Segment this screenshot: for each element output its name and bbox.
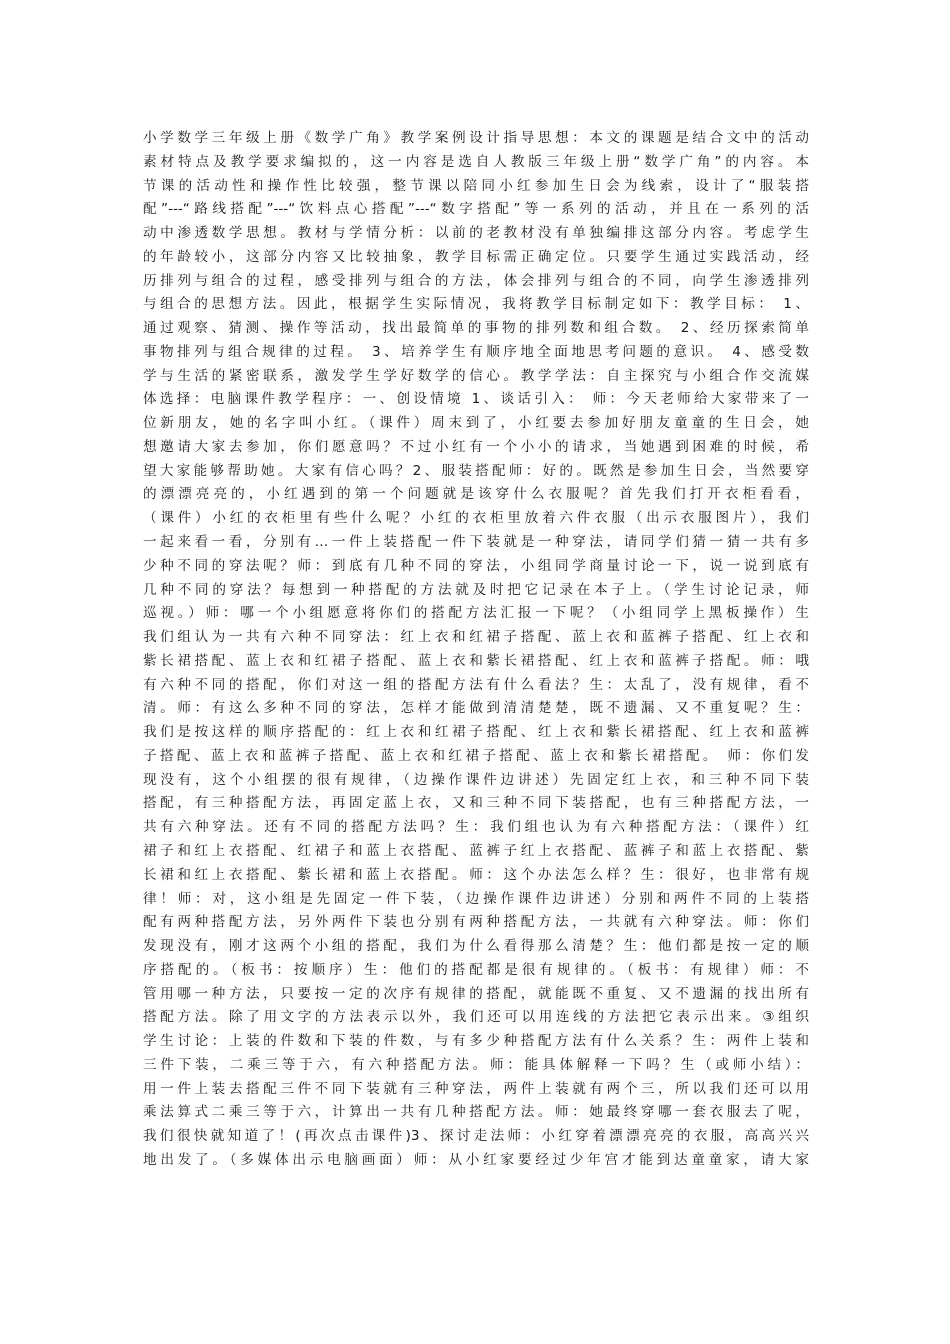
text-line: 配”---“路线搭配”---“饮料点心搭配”---“数字搭配”等一系列的活动，并且在一系列的活 [143,201,809,218]
text-line: 配有两种搭配方法，另外两件下装也分别有两种搭配方法，一共就有六种穿法。师：你们 [143,914,809,931]
text-line: 想邀请大家去参加，你们愿意吗？不过小红有一个小小的请求，当她遇到困难的时候，希 [143,438,809,455]
text-line: 序搭配的。（板书：按顺序）生：他们的搭配都是很有规律的。（板书：有规律）师：不 [143,961,809,978]
text-line: 巡视。）师：哪一个小组愿意将你们的搭配方法汇报一下呢？（小组同学上黑板操作）生 [143,605,809,622]
text-line: 清。师：有这么多种不同的穿法，怎样才能做到清清楚楚，既不遗漏、又不重复呢？生： [143,700,809,717]
text-line: 紫长裙搭配、蓝上衣和红裙子搭配、蓝上衣和紫长裙搭配、红上衣和蓝裤子搭配。师：哦 [143,652,809,669]
text-line: 事物排列与组合规律的过程。 3、培养学生有顺序地全面地思考问题的意识。 4、感受数 [143,343,809,360]
text-line: 位新朋友，她的名字叫小红。（课件）周末到了，小红要去参加好朋友童童的生日会，她 [143,415,809,432]
text-line: 几种不同的穿法？每想到一种搭配的方法就及时把它记录在本子上。（学生讨论记录，师 [143,581,809,598]
text-line: 动中渗透数学思想。教材与学情分析：以前的老教材没有单独编排这部分内容。考虑学生 [143,225,809,242]
text-line: 体选择：电脑课件教学程序：一、创设情境 1、谈话引入： 师：今天老师给大家带来了一 [143,391,809,408]
text-line: 管用哪一种方法，只要按一定的次序有规律的搭配，就能既不重复、又不遗漏的找出所有 [143,985,809,1002]
text-line: 的年龄较小，这部分内容又比较抽象，教学目标需正确定位。只要学生通过实践活动，经 [143,248,809,265]
text-line: 我们很快就知道了！(再次点击课件)3、探讨走法师：小红穿着漂漂亮亮的衣服，高高兴兴 [143,1128,809,1145]
text-line: 现没有，这个小组摆的很有规律，（边操作课件边讲述）先固定红上衣，和三种不同下装 [143,771,809,788]
text-line: 共有六种穿法。还有不同的搭配方法吗？生：我们组也认为有六种搭配方法：（课件）红 [143,819,809,836]
text-line: 节课的活动性和操作性比较强，整节课以陪同小红参加生日会为线索，设计了“服装搭 [143,177,809,194]
text-line: 裙子和红上衣搭配、红裙子和蓝上衣搭配、蓝裤子红上衣搭配、蓝裤子和蓝上衣搭配、紫 [143,842,809,859]
text-line: 望大家能够帮助她。大家有信心吗？2、服装搭配师：好的。既然是参加生日会，当然要穿 [143,462,809,479]
text-line: 子搭配、蓝上衣和蓝裤子搭配、蓝上衣和红裙子搭配、蓝上衣和紫长裙搭配。 师：你们发 [143,747,809,764]
text-line: 地出发了。（多媒体出示电脑画面）师：从小红家要经过少年宫才能到达童童家，请大家 [143,1151,809,1168]
text-line: （课件）小红的衣柜里有些什么呢？小红的衣柜里放着六件衣服（出示衣服图片），我们 [143,510,809,527]
text-line: 小学数学三年级上册《数学广角》教学案例设计指导思想：本文的课题是结合文中的活动 [143,130,809,146]
text-line: 长裙和红上衣搭配、紫长裙和蓝上衣搭配。师：这个办法怎么样？生：很好，也非常有规 [143,866,809,883]
text-line: 少种不同的穿法呢？师：到底有几种不同的穿法，小组同学商量讨论一下，说一说到底有 [143,557,809,574]
text-line: 发现没有，刚才这两个小组的搭配，我们为什么看得那么清楚？生：他们都是按一定的顺 [143,938,809,955]
text-line: 历排列与组合的过程，感受排列与组合的方法，体会排列与组合的不同，向学生渗透排列 [143,272,809,289]
text-line: 有六种不同的搭配，你们对这一组的搭配方法有什么看法？生：太乱了，没有规律，看不 [143,676,809,693]
text-line: 与组合的思想方法。因此，根据学生实际情况，我将教学目标制定如下：教学目标： 1、 [143,296,809,313]
text-line: 乘法算式二乘三等于六，计算出一共有几种搭配方法。师：她最终穿哪一套衣服去了呢， [143,1104,809,1121]
text-line: 搭配，有三种搭配方法，再固定蓝上衣，又和三种不同下装搭配，也有三种搭配方法，一 [143,795,809,812]
text-line: 学与生活的紧密联系，激发学生学好数学的信心。教学学法：自主探究与小组合作交流媒 [143,367,809,384]
text-line: 用一件上装去搭配三件不同下装就有三种穿法，两件上装就有两个三，所以我们还可以用 [143,1080,809,1097]
text-line: 搭配方法。除了用文字的方法表示以外，我们还可以用连线的方法把它表示出来。③组织 [143,1009,809,1026]
text-line: 我们组认为一共有六种不同穿法：红上衣和红裙子搭配、蓝上衣和蓝裤子搭配、红上衣和 [143,629,809,646]
text-line: 我们是按这样的顺序搭配的：红上衣和红裙子搭配、红上衣和紫长裙搭配、红上衣和蓝裤 [143,724,809,741]
text-line: 律！师：对，这小组是先固定一件下装，（边操作课件边讲述）分别和两件不同的上装搭 [143,890,809,907]
text-line: 三件下装，二乘三等于六，有六种搭配方法。师：能具体解释一下吗？生（或师小结）： [143,1056,809,1073]
text-line: 学生讨论：上装的件数和下装的件数，与有多少种搭配方法有什么关系？生：两件上装和 [143,1033,809,1050]
text-line: 的漂漂亮亮的，小红遇到的第一个问题就是该穿什么衣服呢？首先我们打开衣柜看看， [143,486,809,503]
text-line: 素材特点及教学要求编拟的，这一内容是选自人教版三年级上册“数学广角”的内容。本 [143,153,809,170]
text-line: 通过观察、猜测、操作等活动，找出最简单的事物的排列数和组合数。 2、经历探索简单 [143,320,809,337]
body-text [143,127,809,1173]
text-line: 一起来看一看，分别有…一件上装搭配一件下装就是一种穿法，请同学们猜一猜一共有多 [143,534,809,551]
